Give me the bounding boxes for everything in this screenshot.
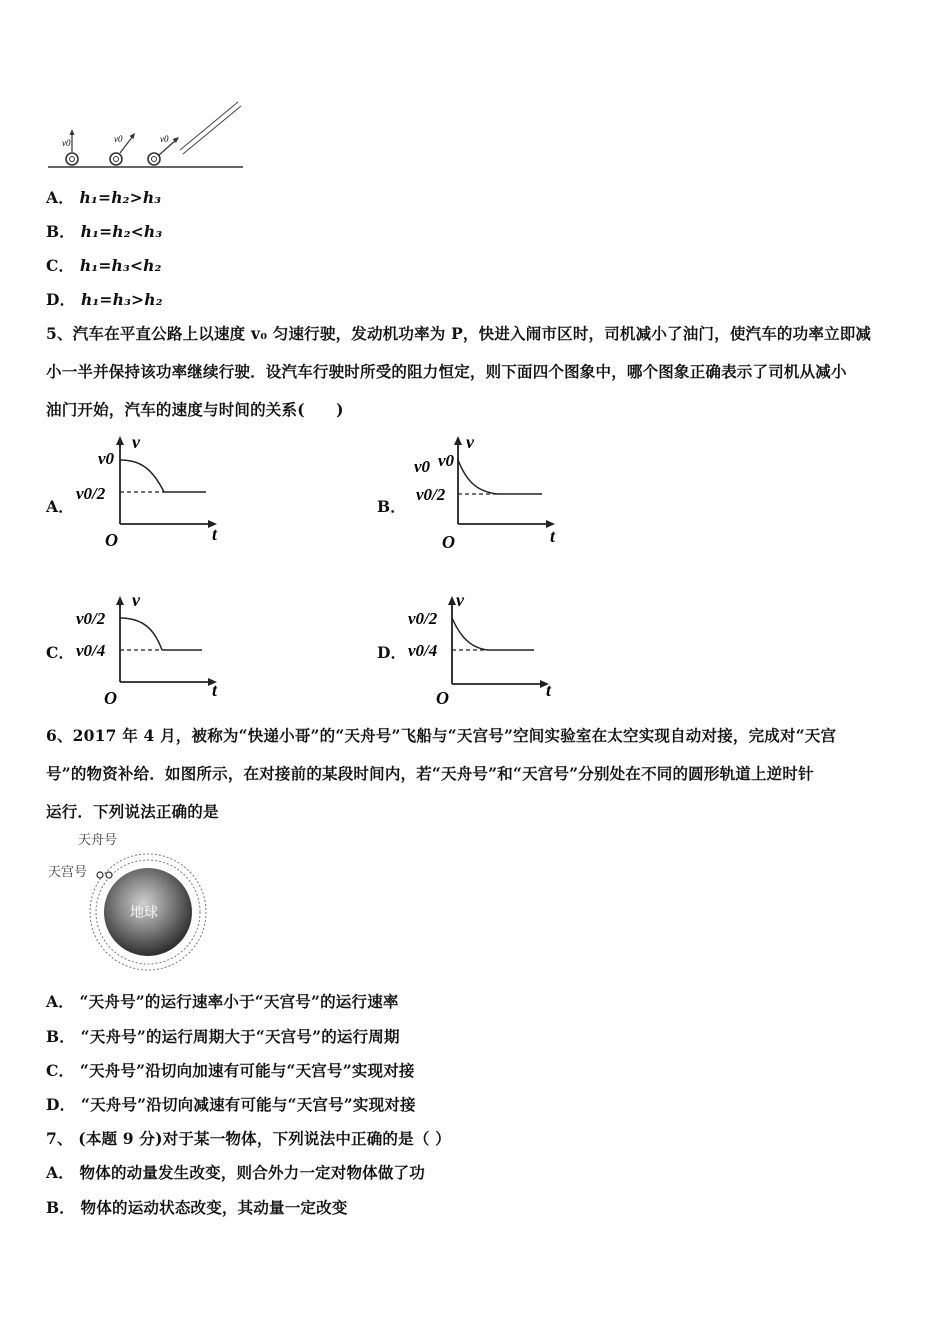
q5-graph-a-origin: O	[105, 530, 118, 550]
q5-graph-c-ytop: v0/2	[76, 609, 106, 628]
q5-graph-d-ymid: v0/4	[408, 641, 438, 660]
q5-graph-a-ymid: v0/2	[76, 484, 106, 503]
q5-graph-b-v-axis: v	[466, 432, 474, 452]
q5-graph-b-origin: O	[442, 532, 455, 552]
q6-stem-line-2: 号”的物资补给．如图所示，在对接前的某段时间内，若“天舟号”和“天宫号”分别处在不同的圆形轨道上逆时针	[46, 764, 814, 783]
q4-v0-label-3: v0	[160, 134, 169, 144]
q7-option-b[interactable]: B． 物体的运动状态改变，其动量一定改变	[46, 1198, 348, 1217]
q5-option-a-letter[interactable]: A．	[46, 497, 74, 516]
q6-fig-label-tianzhou: 天舟号	[78, 832, 118, 847]
q6-option-b[interactable]: B． “天舟号”的运行周期大于“天宫号”的运行周期	[46, 1027, 400, 1046]
q5-graph-b-t-axis: t	[550, 526, 556, 546]
q5-graph-b-ymid: v0/2	[416, 485, 446, 504]
q7-option-a[interactable]: A． 物体的动量发生改变，则合外力一定对物体做了功	[46, 1163, 425, 1182]
q5-graph-c-t-axis: t	[212, 680, 218, 700]
q5-graph-b	[408, 432, 578, 554]
q5-stem-line-2: 小一半并保持该功率继续行驶．设汽车行驶时所受的阻力恒定，则下面四个图象中，哪个图象正确表示了司机从减小	[46, 362, 847, 381]
q5-graph-b-ytop-a: v0	[414, 457, 431, 476]
q7-stem: 7、 (本题 9 分)对于某一物体，下列说法中正确的是（ ）	[46, 1129, 451, 1148]
q5-graph-d-ytop: v0/2	[408, 609, 438, 628]
q4-v0-label-1: v0	[62, 138, 71, 148]
q5-graph-d	[400, 588, 570, 710]
q6-earth-label: 地球	[130, 906, 158, 921]
q4-option-c[interactable]: C． h₁=h₃<h₂	[46, 256, 162, 275]
q5-graph-d-v-axis: v	[456, 590, 464, 610]
q6-option-d[interactable]: D． “天舟号”沿切向减速有可能与“天宫号”实现对接	[46, 1095, 416, 1114]
q4-option-a[interactable]: A． h₁=h₂>h₃	[46, 188, 162, 207]
q6-orbit-figure	[44, 828, 224, 978]
q6-option-c[interactable]: C． “天舟号”沿切向加速有可能与“天宫号”实现对接	[46, 1061, 415, 1080]
q5-graph-c-v-axis: v	[132, 590, 140, 610]
q6-stem-line-3: 运行．下列说法正确的是	[46, 802, 219, 821]
q5-graph-c-ymid: v0/4	[76, 641, 106, 660]
q5-stem-line-3: 油门开始，汽车的速度与时间的关系( )	[46, 400, 344, 419]
q5-graph-b-ytop-b: v0	[438, 451, 455, 470]
q5-option-c-letter[interactable]: C．	[46, 643, 75, 662]
q5-graph-d-t-axis: t	[546, 680, 552, 700]
q5-stem-line-1: 5、汽车在平直公路上以速度 v₀ 匀速行驶，发动机功率为 P，快进入闹市区时，司机减小了油门，使汽车的功率立即减	[46, 324, 872, 343]
q4-projectile-figure	[48, 96, 248, 176]
q5-graph-a-ytop: v0	[98, 449, 115, 468]
q5-graph-a-t-axis: t	[212, 524, 218, 544]
q6-option-a[interactable]: A． “天舟号”的运行速率小于“天宫号”的运行速率	[46, 992, 399, 1011]
q5-graph-d-origin: O	[436, 688, 449, 708]
tianzhou-icon	[106, 872, 112, 878]
q4-v0-label-2: v0	[114, 134, 123, 144]
q4-option-b[interactable]: B． h₁=h₂<h₃	[46, 222, 163, 241]
q4-option-d[interactable]: D． h₁=h₃>h₂	[46, 290, 163, 309]
q5-graph-c	[70, 588, 240, 710]
q5-option-d-letter[interactable]: D．	[377, 643, 407, 662]
q6-stem-line-1: 6、2017 年 4 月，被称为“快递小哥”的“天舟号”飞船与“天宫号”空间实验室在太空实现自动对接，完成对“天宫	[46, 726, 837, 745]
q5-graph-a-v-axis: v	[132, 432, 140, 452]
q5-graph-c-origin: O	[104, 688, 117, 708]
q6-fig-label-tiangong: 天宫号	[48, 864, 88, 879]
tiangong-icon	[97, 872, 103, 878]
q5-option-b-letter[interactable]: B．	[377, 497, 407, 516]
q5-graph-a	[70, 432, 240, 554]
